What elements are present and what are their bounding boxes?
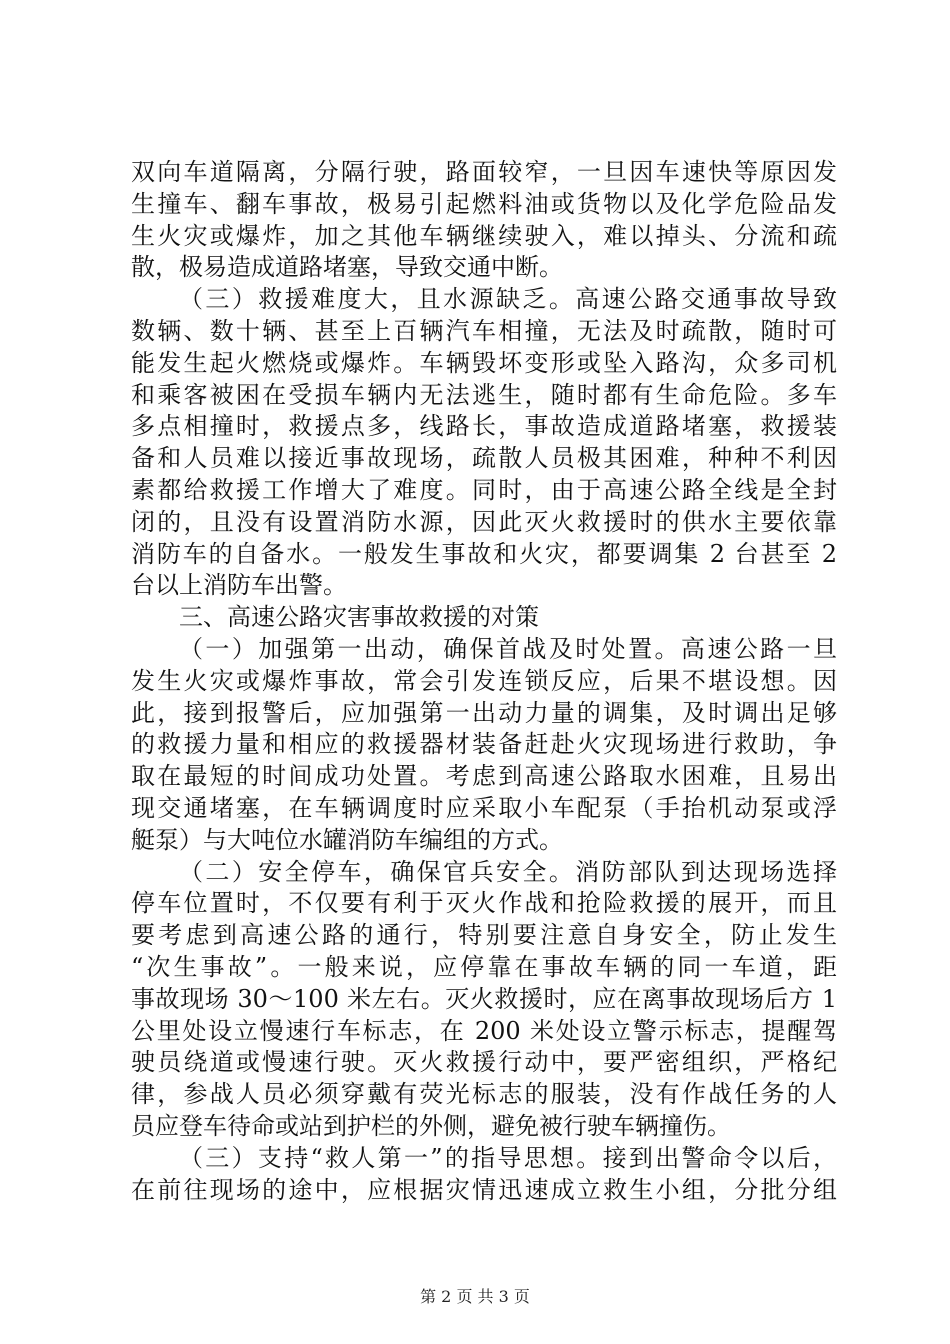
text-line: 停车位置时，不仅要有利于灭火作战和抢险救援的展开，而且: [131, 889, 837, 918]
text-line: 取在最短的时间成功处置。考虑到高速公路取水困难，且易出: [131, 762, 837, 791]
text-line: 要考虑到高速公路的通行，特别要注意自身安全，防止发生: [131, 921, 837, 950]
text-line: 现交通堵塞，在车辆调度时应采取小车配泵（手抬机动泵或浮: [131, 793, 837, 822]
text-line: 和乘客被困在受损车辆内无法逃生，随时都有生命危险。多车: [131, 380, 837, 409]
text-line: 散，极易造成道路堵塞，导致交通中断。: [131, 253, 563, 282]
text-line: 闭的，且没有设置消防水源，因此灭火救援时的供水主要依靠: [131, 507, 837, 536]
text-line: 公里处设立慢速行车标志，在 200 米处设立警示标志，提醒驾: [131, 1016, 837, 1045]
text-line: 素都给救援工作增大了难度。同时，由于高速公路全线是全封: [131, 475, 837, 504]
text-line: 生火灾或爆炸，加之其他车辆继续驶入，难以掉头、分流和疏: [131, 221, 837, 250]
text-line: 数辆、数十辆、甚至上百辆汽车相撞，无法及时疏散，随时可: [131, 316, 837, 345]
text-line: 员应登车待命或站到护栏的外侧，避免被行驶车辆撞伤。: [131, 1111, 731, 1140]
text-line: （三）救援难度大，且水源缺乏。高速公路交通事故导致: [179, 285, 837, 314]
text-line: （二）安全停车，确保官兵安全。消防部队到达现场选择: [179, 857, 837, 886]
text-line: 艇泵）与大吨位水罐消防车编组的方式。: [131, 825, 563, 854]
text-line: （一）加强第一出动，确保首战及时处置。高速公路一旦: [179, 634, 837, 663]
text-line: 双向车道隔离，分隔行驶，路面较窄，一旦因车速快等原因发: [131, 158, 837, 186]
text-line: 此，接到报警后，应加强第一出动力量的调集，及时调出足够: [131, 698, 837, 727]
page-footer: 第 2 页 共 3 页: [420, 1287, 530, 1306]
text-line: 能发生起火燃烧或爆炸。车辆毁坏变形或坠入路沟，众多司机: [131, 348, 837, 377]
text-line: “次生事故”。一般来说，应停靠在事故车辆的同一车道，距: [131, 952, 837, 981]
text-line: 的救援力量和相应的救援器材装备赶赴火灾现场进行救助，争: [131, 730, 837, 759]
text-line: 发生火灾或爆炸事故，常会引发连锁反应，后果不堪设想。因: [131, 666, 837, 695]
text-line: 备和人员难以接近事故现场，疏散人员极其困难，种种不利因: [131, 444, 837, 473]
text-line: 律，参战人员必须穿戴有荧光标志的服装，没有作战任务的人: [131, 1080, 837, 1109]
text-line: （三）支持“救人第一”的指导思想。接到出警命令以后，: [179, 1143, 837, 1172]
text-line: 台以上消防车出警。: [131, 571, 347, 600]
text-line: 事故现场 30～100 米左右。灭火救援时，应在离事故现场后方 1: [131, 984, 837, 1013]
text-line: 消防车的自备水。一般发生事故和火灾，都要调集 2 台甚至 2: [131, 539, 837, 568]
text-line: 在前往现场的途中，应根据灾情迅速成立救生小组，分批分组: [131, 1175, 837, 1204]
text-line: 驶员绕道或慢速行驶。灭火救援行动中，要严密组织，严格纪: [131, 1048, 837, 1077]
document-body: [131, 157, 837, 1206]
text-line: 生撞车、翻车事故，极易引起燃料油或货物以及化学危险品发: [131, 189, 837, 218]
text-line: 多点相撞时，救援点多，线路长，事故造成道路堵塞，救援装: [131, 412, 837, 441]
text-line: 三、高速公路灾害事故救援的对策: [179, 603, 539, 632]
